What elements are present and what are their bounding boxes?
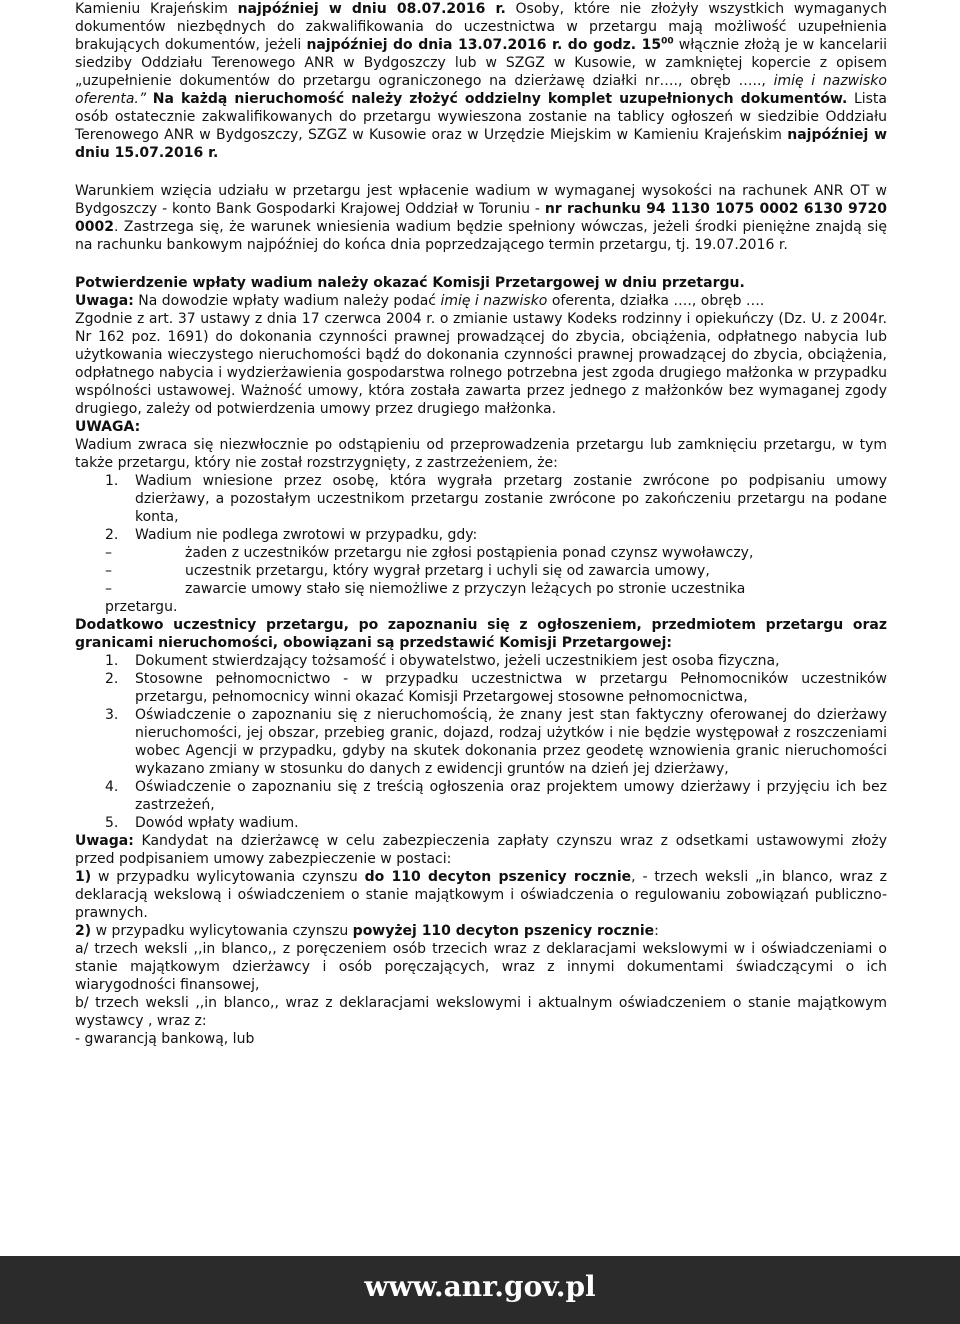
dash-item-text: żaden z uczestników przetargu nie zgłosi postąpienia ponad czynsz wywoławczy, [185, 545, 754, 561]
uwaga-label: Uwaga: [75, 293, 134, 309]
dash-item-text: uczestnik przetargu, który wygrał przetarg i uchyli się od zawarcia umowy, [185, 563, 710, 579]
security-option-2a: a/ trzech weksli ,,in blanco,, z poręczeniem osób trzecich wraz z deklaracjami wekslowymi w i oświadczeniami o stanie majątkowym dzierżawcy i osób poręczających, wraz z innymi dokumentami świadczącymi o ich wiarygodności finansowej, [75, 941, 887, 993]
uwaga-label: Uwaga: [75, 833, 134, 849]
text-run-italic: imię i nazwisko oferenta [75, 73, 887, 107]
dash-bullet: – [105, 563, 112, 579]
text-run: w przypadku wylicytowania czynszu [91, 923, 353, 939]
text-run: Kamieniu Krajeńskim [75, 1, 238, 17]
list-item [75, 778, 887, 814]
paragraph-wadium [75, 182, 887, 254]
required-documents-list [75, 652, 887, 832]
uwaga-heading: UWAGA: [75, 419, 141, 435]
option-number: 2) [75, 923, 92, 939]
paragraph-uwaga-wadium [75, 292, 887, 310]
list-number: 2. [105, 671, 119, 687]
text-run: Na dowodzie wpłaty wadium należy podać [133, 293, 441, 309]
list-number: 3. [105, 707, 119, 723]
text-run: Kandydat na dzierżawcę w celu zabezpieczenia zapłaty czynszu wraz z odsetkami ustawowymi złoży przed podpisaniem umowy zabezpieczenie w postaci: [75, 833, 887, 867]
refund-list [75, 472, 887, 616]
dash-item-continuation: przetargu. [105, 599, 178, 615]
option-threshold: do 110 decyton pszenicy rocznie [364, 869, 632, 885]
document-body [75, 0, 887, 1048]
security-option-2b-item: - gwarancją bankową, lub [75, 1031, 255, 1047]
list-number: 5. [105, 815, 119, 831]
footer-bar [0, 1256, 960, 1324]
text-run: . Zastrzega się, że warunek wniesienia wadium będzie spełniony wówczas, jeżeli środki pieniężne znajdą się na rachunku bankowym najpóźniej do końca dnia poprzedzającego termin przetargu, tj. 19.07.2016 r. [75, 219, 887, 253]
deadline-date-3: najpóźniej w dniu 15.07.2016 r. [75, 127, 888, 161]
dash-item [75, 562, 887, 580]
list-item [75, 526, 887, 544]
option-threshold: powyżej 110 decyton pszenicy rocznie [352, 923, 655, 939]
security-option-1 [75, 868, 887, 922]
text-run: włącznie złożą je w kancelarii siedziby Oddziału Terenowego ANR w Bydgoszczy lub w SZGZ w Kusowie, w zamkniętej kopercie z opisem „uzupełnienie dokumentów do przetargu ograniczonego na dzierżawę działki nr…., obręb ….., [75, 37, 887, 89]
required-documents-heading: Dodatkowo uczestnicy przetargu, po zapoznaniu się z ogłoszeniem, przedmiotem przetargu oraz granicami nieruchomości, obowiązani są przedstawić Komisji Przetargowej: [75, 617, 887, 651]
text-run-italic: .” [134, 91, 153, 107]
dash-bullet: – [105, 545, 112, 561]
text-run: Warunkiem wzięcia udziału w przetargu jest wpłacenie wadium w wymaganej wysokości na rachunek ANR OT w Bydgoszczy - konto Bank Gospodarki Krajowej Oddział w Toruniu - [75, 183, 887, 217]
text-run: , - trzech weksli „in blanco, wraz z deklaracją wekslową i oświadczeniem o stanie majątkowym i oświadczenia o regulowaniu zobowiązań publiczno-prawnych. [75, 869, 887, 921]
list-item [75, 706, 887, 778]
text-run-italic: imię i nazwisko [440, 293, 548, 309]
dash-bullet: – [105, 581, 112, 597]
list-number: 2. [105, 527, 119, 543]
dash-item [75, 580, 887, 598]
security-option-2 [75, 922, 887, 940]
list-item-text: Dowód wpłaty wadium. [135, 815, 299, 831]
list-number: 1. [105, 473, 119, 489]
list-item-text: Oświadczenie o zapoznaniu się z treścią ogłoszenia oraz projektem umowy dzierżawy i przyjęciu ich bez zastrzeżeń, [135, 779, 887, 813]
list-item-text: Stosowne pełnomocnictwo - w przypadku uczestnictwa w przetargu Pełnomocników uczestników przetargu, pełnomocnicy winni okazać Komisji Przetargowej stosowne pełnomocnictwa, [135, 671, 887, 705]
dash-item-text: zawarcie umowy stało się niemożliwe z przyczyn leżących po stronie uczestnika [185, 581, 746, 597]
list-item-text: Wadium wniesione przez osobę, która wygrała przetarg zostanie zwrócone po podpisaniu umowy dzierżawy, a pozostałym uczestnikom przetargu zostanie zwrócone po zakończeniu przetargu na podane konta, [135, 473, 887, 525]
paragraph-deadlines [75, 0, 887, 162]
option-number: 1) [75, 869, 92, 885]
wadium-confirmation: Potwierdzenie wpłaty wadium należy okazać Komisji Przetargowej w dniu przetargu. [75, 275, 745, 291]
text-run: Lista osób ostatecznie zakwalifikowanych do przetargu wywieszona zostanie na tablicy ogłoszeń w siedzibie Oddziału Terenowego ANR w Bydgoszczy, SZGZ w Kusowie oraz w Urzędzie Miejskim w Kamieniu Krajeńskim [75, 91, 887, 143]
time-superscript: 00 [661, 36, 674, 47]
paragraph-security [75, 832, 887, 868]
text-run: w przypadku wylicytowania czynszu [91, 869, 365, 885]
text-run: Osoby, które nie złożyły wszystkich wymaganych dokumentów niezbędnych do zakwalifikowania do uczestnictwa w przetargu mają możliwość uzupełnienia brakujących dokumentów, jeżeli [75, 1, 887, 53]
security-option-2b: b/ trzech weksli ,,in blanco,, wraz z deklaracjami wekslowymi i aktualnym oświadczeniem o stanie majątkowym wystawcy , wraz z: [75, 995, 887, 1029]
deadline-date-1: najpóźniej w dniu 08.07.2016 r. [237, 1, 506, 17]
list-number: 1. [105, 653, 119, 669]
deadline-date-2: najpóźniej do dnia 13.07.2016 r. do godz. 15 [306, 37, 662, 53]
list-item [75, 472, 887, 526]
list-item-text: Oświadczenie o zapoznaniu się z nieruchomością, że znany jest stan faktyczny oferowanej do dzierżawy nieruchomości, jej obszar, przebieg granic, dojazd, rodzaj użytków i nie będzie występował z roszczeniami wobec Agencji w przypadku, gdyby na skutek dokonania przez geodetę wznowienia granic nieruchomości wykazano zmiany w stosunku do danych z ewidencji gruntów na dzień jej dzierżawy, [135, 707, 887, 777]
text-run: : [654, 923, 659, 939]
dash-item [75, 544, 887, 562]
emphasis-note: Na każdą nieruchomość należy złożyć oddzielny komplet uzupełnionych dokumentów. [152, 91, 848, 107]
footer-url: www.anr.gov.pl [364, 1270, 596, 1303]
list-item [75, 814, 887, 832]
paragraph-refund: Wadium zwraca się niezwłocznie po odstąpieniu od przeprowadzenia przetargu lub zamknięciu przetargu, w tym także przetargu, który nie został rozstrzygnięty, z zastrzeżeniem, że: [75, 437, 887, 471]
list-item-text: Dokument stwierdzający tożsamość i obywatelstwo, jeżeli uczestnikiem jest osoba fizyczna, [135, 653, 780, 669]
list-item [75, 670, 887, 706]
list-number: 4. [105, 779, 119, 795]
list-item [75, 652, 887, 670]
paragraph-law: Zgodnie z art. 37 ustawy z dnia 17 czerwca 2004 r. o zmianie ustawy Kodeks rodzinny i opiekuńczy (Dz. U. z 2004r. Nr 162 poz. 1691) do dokonania czynności prawnej prowadzącej do zbycia, obciążenia, odpłatnego nabycia lub użytkowania wieczystego nieruchomości bądź do dokonania czynności prawnej prowadzącej do zbycia, obciążenia, odpłatnego nabycia i wydzierżawienia gospodarstwa rolnego potrzebna jest zgoda drugiego małżonka w przypadku wspólności ustawowej. Ważność umowy, która została zawarta przez jednego z małżonków bez wymaganej zgody drugiego, zależy od potwierdzenia umowy przez drugiego małżonka. [75, 311, 887, 417]
list-item-text: Wadium nie podlega zwrotowi w przypadku, gdy: [135, 527, 478, 543]
text-run: oferenta, działka …., obręb …. [547, 293, 765, 309]
bank-account-number: nr rachunku 94 1130 1075 0002 6130 9720 0002 [75, 201, 888, 235]
